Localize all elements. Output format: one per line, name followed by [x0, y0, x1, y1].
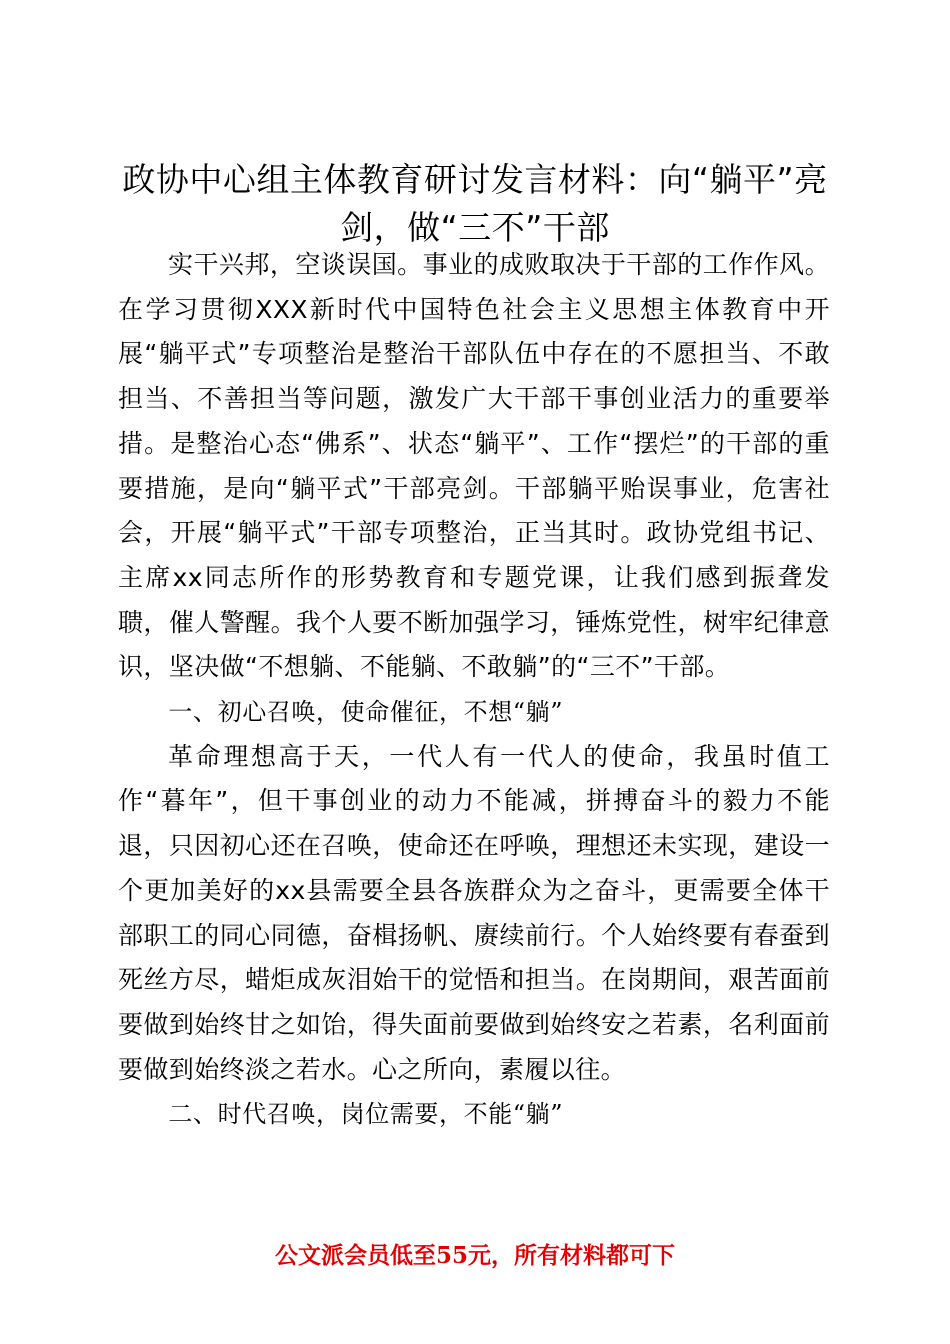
section-heading-2: 二、时代召唤，岗位需要，不能“躺”: [168, 1100, 564, 1129]
document-body: [118, 243, 830, 1137]
footer-advertisement: 公文派会员低至55元，所有材料都可下: [274, 1242, 675, 1269]
document-title: 政协中心组主体教育研讨发言材料：向“躺平”亮剑，做“三不”干部: [122, 160, 828, 247]
intro-paragraph: 实干兴邦，空谈误国。事业的成败取决于干部的工作作风。在学习贯彻XXX新时代中国特色社会主义思想主体教育中开展“躺平式”专项整治是整治干部队伍中存在的不愿担当、不敢担当、不善担当等问题，激发广大干部干事创业活力的重要举措。是整治心态“佛系”、状态“躺平”、工作“摆烂”的干部的重要措施，是向“躺平式”干部亮剑。干部躺平贻误事业，危害社会，开展“躺平式”干部专项整治，正当其时。政协党组书记、主席xx同志所作的形势教育和专题党课，让我们感到振聋发聩，催人警醒。我个人要不断加强学习，锤炼党性，树牢纪律意识，坚决做“不想躺、不能躺、不敢躺”的“三不”干部。: [118, 250, 830, 682]
section-heading-1: 一、初心召唤，使命催征，不想“躺”: [168, 698, 564, 727]
section-paragraph-1: 革命理想高于天，一代人有一代人的使命，我虽时值工作“暮年”，但干事创业的动力不能减，拼搏奋斗的毅力不能退，只因初心还在召唤，使命还在呼唤，理想还未实现，建设一个更加美好的xx县需要全县各族群众为之奋斗，更需要全体干部职工的同心同德，奋楫扬帆、赓续前行。个人始终要有春蚕到死丝方尽，蜡炬成灰泪始干的觉悟和担当。在岗期间，艰苦面前要做到始终甘之如饴，得失面前要做到始终安之若素，名利面前要做到始终淡之若水。心之所向，素履以往。: [118, 741, 830, 1084]
